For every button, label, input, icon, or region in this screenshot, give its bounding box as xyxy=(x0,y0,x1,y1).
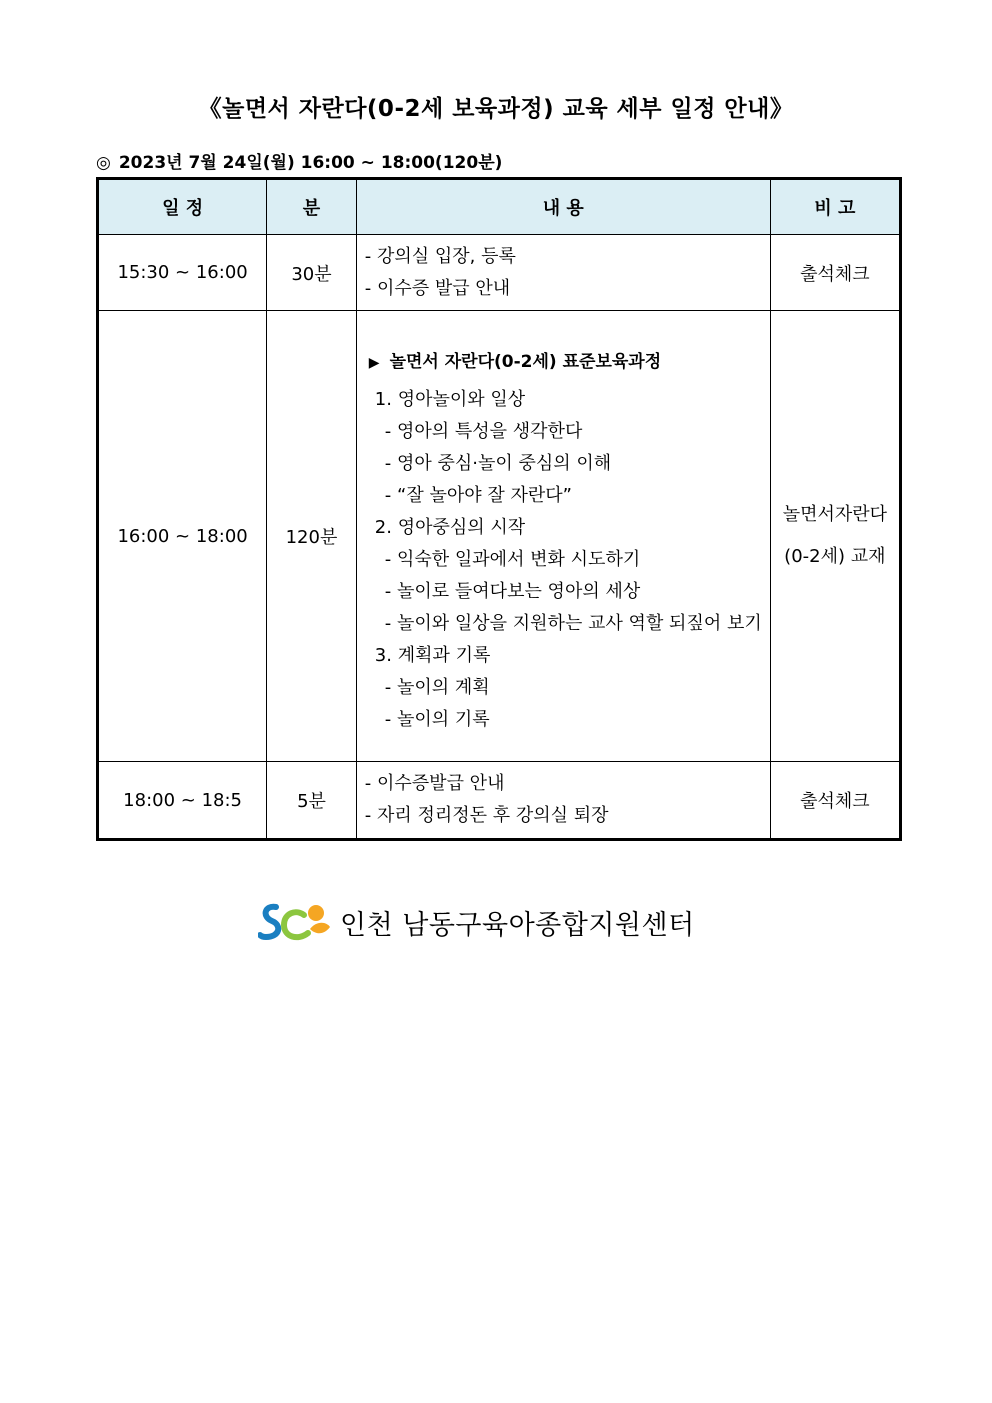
header-time: 일 정 xyxy=(98,179,267,235)
org-footer xyxy=(258,898,695,946)
content-item: - 강의실 입장, 등록 xyxy=(365,241,762,273)
row-content xyxy=(356,235,770,311)
note-line: (0-2세) 교재 xyxy=(784,546,886,567)
section-heading: 1. 영아놀이와 일상 xyxy=(374,388,526,410)
row-note: 출석체크 xyxy=(770,762,900,840)
table-row xyxy=(98,235,901,311)
row-note xyxy=(770,311,900,762)
row-time: 18:00 ~ 18:5 xyxy=(98,762,267,840)
document-title: 《놀면서 자란다(0-2세 보육과정) 교육 세부 일정 안내》 xyxy=(198,96,794,122)
row-minutes: 5분 xyxy=(267,762,357,840)
org-name: 인천 남동구육아종합지원센터 xyxy=(340,909,695,941)
section-title-text: 놀면서 자란다(0-2세) 표준보육과정 xyxy=(389,351,662,372)
section-item: - “잘 놀아야 잘 자란다” xyxy=(365,480,762,512)
header-minutes: 분 xyxy=(267,179,357,235)
row-note: 출석체크 xyxy=(770,235,900,311)
section-title xyxy=(369,349,762,376)
section-item: - 영아의 특성을 생각한다 xyxy=(365,416,762,448)
section-item: - 영아 중심·놀이 중심의 이해 xyxy=(365,448,762,480)
table-header-row xyxy=(98,179,901,235)
section-heading: 3. 계획과 기록 xyxy=(374,644,491,666)
row-minutes: 30분 xyxy=(267,235,357,311)
row-minutes: 120분 xyxy=(267,311,357,762)
section-item: - 놀이로 들여다보는 영아의 세상 xyxy=(365,576,762,608)
row-content xyxy=(356,311,770,762)
content-item: - 이수증 발급 안내 xyxy=(365,273,762,305)
org-logo-icon xyxy=(258,899,332,945)
section-heading: 2. 영아중심의 시작 xyxy=(374,516,526,538)
row-time: 15:30 ~ 16:00 xyxy=(98,235,267,311)
event-date-text: 2023년 7월 24일(월) 16:00 ~ 18:00(120분) xyxy=(118,153,503,173)
section-item: - 놀이의 계획 xyxy=(365,672,762,704)
header-content: 내 용 xyxy=(356,179,770,235)
event-date-line xyxy=(96,148,502,173)
table-row xyxy=(98,762,901,840)
section-item: - 익숙한 일과에서 변화 시도하기 xyxy=(365,544,762,576)
row-content xyxy=(356,762,770,840)
content-item: - 이수증발급 안내 xyxy=(365,768,762,800)
section-item: - 놀이의 기록 xyxy=(365,704,762,736)
content-item: - 자리 정리정돈 후 강의실 퇴장 xyxy=(365,800,762,832)
note-line: 놀면서자란다 xyxy=(782,504,888,525)
schedule-table xyxy=(96,177,902,841)
section-item: - 놀이와 일상을 지원하는 교사 역할 되짚어 보기 xyxy=(365,608,762,640)
table-row xyxy=(98,311,901,762)
row-time: 16:00 ~ 18:00 xyxy=(98,311,267,762)
triangle-right-icon: ▶ xyxy=(368,354,380,371)
header-note: 비 고 xyxy=(770,179,900,235)
bullet-mark: ◎ xyxy=(96,153,111,173)
